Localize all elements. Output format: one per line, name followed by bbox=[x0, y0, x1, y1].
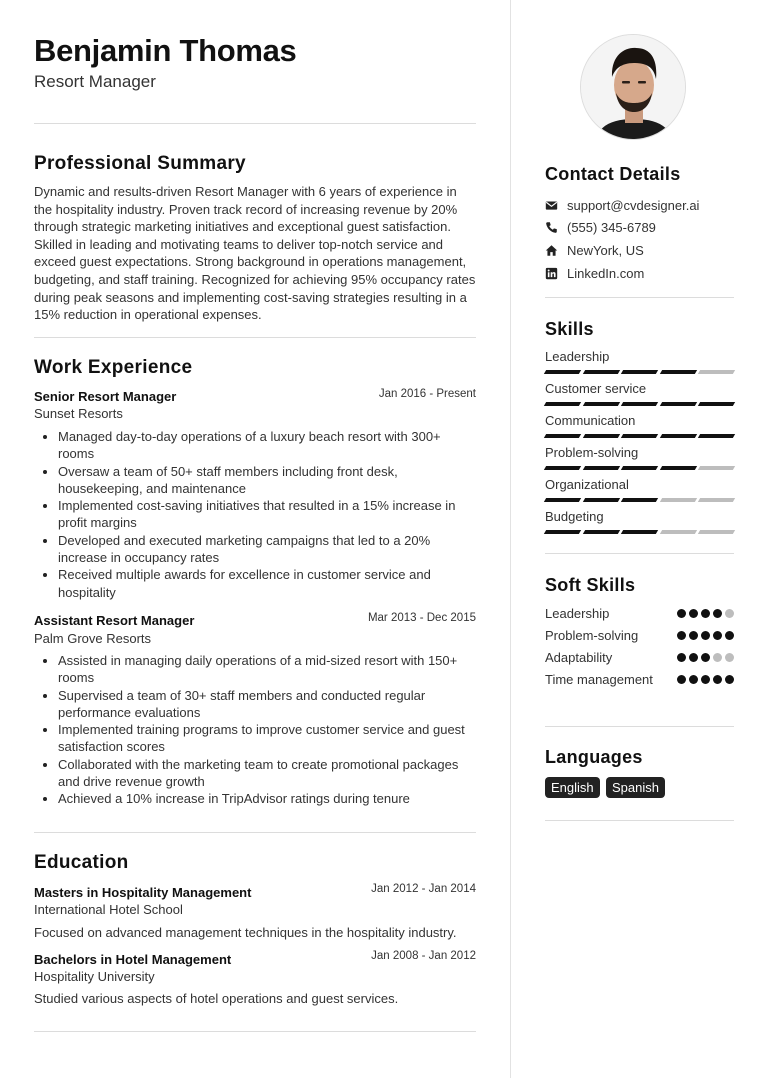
rating-dot-filled bbox=[689, 609, 698, 618]
rating-dot-filled bbox=[701, 631, 710, 640]
soft-skill-rating bbox=[677, 653, 734, 662]
skill-rating bbox=[545, 498, 734, 502]
envelope-icon bbox=[545, 199, 558, 212]
job-title: Assistant Resort Manager bbox=[34, 613, 195, 628]
skill-rating bbox=[545, 402, 734, 406]
rating-segment-empty bbox=[698, 466, 735, 470]
rating-segment-filled bbox=[582, 370, 619, 374]
phone-text: (555) 345-6789 bbox=[567, 220, 656, 235]
soft-skill-label: Adaptability bbox=[545, 650, 613, 665]
job-title: Senior Resort Manager bbox=[34, 389, 177, 404]
rating-segment-filled bbox=[621, 434, 658, 438]
skill-label: Organizational bbox=[545, 477, 629, 492]
language-tag: Spanish bbox=[606, 777, 665, 798]
job-bullets bbox=[34, 652, 476, 808]
soft-skills-heading: Soft Skills bbox=[545, 575, 636, 595]
rating-segment-filled bbox=[544, 434, 581, 438]
rating-dot-filled bbox=[725, 631, 734, 640]
education-heading: Education bbox=[34, 852, 129, 873]
rating-segment-filled bbox=[582, 434, 619, 438]
school-name: International Hotel School bbox=[34, 902, 183, 917]
contact-location bbox=[545, 243, 644, 258]
divider bbox=[545, 297, 734, 298]
rating-dot-filled bbox=[701, 609, 710, 618]
email-text: support@cvdesigner.ai bbox=[567, 198, 700, 213]
rating-dot-filled bbox=[677, 631, 686, 640]
skill-label: Communication bbox=[545, 413, 636, 428]
rating-segment-empty bbox=[660, 530, 697, 534]
rating-segment-empty bbox=[698, 530, 735, 534]
degree-date: Jan 2008 - Jan 2012 bbox=[371, 950, 476, 962]
school-name: Hospitality University bbox=[34, 969, 155, 984]
rating-dot-filled bbox=[689, 631, 698, 640]
rating-segment-filled bbox=[582, 466, 619, 470]
rating-segment-filled bbox=[698, 434, 735, 438]
skill-rating bbox=[545, 434, 734, 438]
rating-segment-filled bbox=[582, 530, 619, 534]
rating-dot-empty bbox=[725, 609, 734, 618]
rating-dot-filled bbox=[713, 675, 722, 684]
skill-label: Problem-solving bbox=[545, 445, 639, 460]
experience-heading: Work Experience bbox=[34, 357, 193, 378]
skill-label: Leadership bbox=[545, 349, 610, 364]
rating-segment-filled bbox=[544, 498, 581, 502]
degree-title: Masters in Hospitality Management bbox=[34, 885, 252, 900]
job-date: Mar 2013 - Dec 2015 bbox=[367, 612, 476, 624]
profile-photo bbox=[580, 34, 686, 140]
contact-linkedin[interactable] bbox=[545, 266, 644, 281]
job-bullets bbox=[34, 428, 476, 601]
rating-segment-filled bbox=[582, 402, 619, 406]
soft-skill-rating bbox=[677, 631, 734, 640]
skill-label: Customer service bbox=[545, 381, 647, 396]
rating-segment-filled bbox=[621, 530, 658, 534]
rating-segment-filled bbox=[660, 370, 697, 374]
rating-segment-filled bbox=[544, 466, 581, 470]
list-item: Developed and executed marketing campaigns that led to a 20% increase in occupancy rates bbox=[34, 532, 476, 567]
skill-label: Budgeting bbox=[545, 509, 604, 524]
divider bbox=[545, 820, 734, 821]
skill-rating bbox=[545, 466, 734, 470]
soft-skill-rating bbox=[677, 609, 734, 618]
rating-segment-filled bbox=[582, 498, 619, 502]
linkedin-icon bbox=[545, 267, 558, 280]
rating-dot-filled bbox=[701, 653, 710, 662]
rating-dot-filled bbox=[689, 675, 698, 684]
list-item: Oversaw a team of 50+ staff members including front desk, housekeeping, and maintenance bbox=[34, 463, 476, 498]
linkedin-text: LinkedIn.com bbox=[567, 266, 645, 281]
location-text: NewYork, US bbox=[567, 243, 644, 258]
languages-heading: Languages bbox=[545, 747, 643, 767]
rating-dot-empty bbox=[713, 653, 722, 662]
contact-phone[interactable] bbox=[545, 220, 656, 235]
soft-skill-rating bbox=[677, 675, 734, 684]
degree-description: Focused on advanced management techniques in the hospitality industry. bbox=[34, 925, 457, 940]
person-avatar-icon bbox=[581, 35, 686, 140]
rating-dot-filled bbox=[713, 631, 722, 640]
divider bbox=[34, 832, 476, 833]
soft-skill-label: Time management bbox=[545, 672, 653, 687]
home-icon bbox=[545, 244, 558, 257]
rating-dot-filled bbox=[677, 675, 686, 684]
phone-icon bbox=[545, 221, 558, 234]
divider bbox=[34, 123, 476, 124]
contact-heading: Contact Details bbox=[545, 164, 681, 184]
job-date: Jan 2016 - Present bbox=[378, 388, 476, 400]
job-company: Sunset Resorts bbox=[34, 406, 123, 421]
rating-segment-empty bbox=[660, 498, 697, 502]
summary-heading: Professional Summary bbox=[34, 153, 246, 174]
summary-text: Dynamic and results-driven Resort Manager with 6 years of experience in the hospitality industry. Proven track record of increasing revenue by 20% through strategic marketing initiatives and exceptional guest satisfaction. Skilled in leading and motivating teams to deliver top-notch service and exceed guest expectations. Strong background in operations management, budgeting, and staff training. Recognized for achieving 95% occupancy rates during peak seasons and implementing cost-saving strategies resulting in a 15% reduction in operational expenses. bbox=[34, 184, 476, 323]
column-divider bbox=[510, 0, 511, 1078]
rating-segment-filled bbox=[621, 466, 658, 470]
candidate-title: Resort Manager bbox=[34, 72, 156, 91]
list-item: Received multiple awards for excellence in customer service and hospitality bbox=[34, 566, 476, 601]
divider bbox=[545, 553, 734, 554]
language-tag: English bbox=[545, 777, 600, 798]
contact-email[interactable] bbox=[545, 198, 699, 213]
rating-segment-empty bbox=[698, 370, 735, 374]
rating-dot-filled bbox=[725, 675, 734, 684]
job-company: Palm Grove Resorts bbox=[34, 631, 152, 646]
list-item: Collaborated with the marketing team to create promotional packages and drive revenue growth bbox=[34, 756, 476, 791]
rating-dot-empty bbox=[725, 653, 734, 662]
rating-dot-filled bbox=[677, 609, 686, 618]
rating-segment-filled bbox=[621, 370, 658, 374]
degree-date: Jan 2012 - Jan 2014 bbox=[371, 883, 476, 895]
rating-segment-empty bbox=[698, 498, 735, 502]
list-item: Supervised a team of 30+ staff members and conducted regular performance evaluations bbox=[34, 687, 476, 722]
divider bbox=[34, 337, 476, 338]
candidate-name: Benjamin Thomas bbox=[34, 33, 297, 68]
list-item: Implemented cost-saving initiatives that resulted in a 15% increase in profit margins bbox=[34, 497, 476, 532]
list-item: Achieved a 10% increase in TripAdvisor ratings during tenure bbox=[34, 790, 476, 807]
degree-description: Studied various aspects of hotel operations and guest services. bbox=[34, 991, 399, 1006]
rating-segment-filled bbox=[621, 402, 658, 406]
rating-segment-filled bbox=[621, 498, 658, 502]
skills-heading: Skills bbox=[545, 319, 594, 339]
rating-segment-filled bbox=[544, 370, 581, 374]
rating-segment-filled bbox=[660, 402, 697, 406]
rating-segment-filled bbox=[544, 402, 581, 406]
rating-dot-filled bbox=[677, 653, 686, 662]
rating-dot-filled bbox=[713, 609, 722, 618]
rating-dot-filled bbox=[701, 675, 710, 684]
list-item: Assisted in managing daily operations of a mid-sized resort with 150+ rooms bbox=[34, 652, 476, 687]
degree-title: Bachelors in Hotel Management bbox=[34, 952, 232, 967]
divider bbox=[545, 726, 734, 727]
rating-segment-filled bbox=[698, 402, 735, 406]
rating-segment-filled bbox=[660, 466, 697, 470]
rating-dot-filled bbox=[689, 653, 698, 662]
skill-rating bbox=[545, 370, 734, 374]
divider bbox=[34, 1031, 476, 1032]
rating-segment-filled bbox=[660, 434, 697, 438]
skill-rating bbox=[545, 530, 734, 534]
rating-segment-filled bbox=[544, 530, 581, 534]
list-item: Implemented training programs to improve customer service and guest satisfaction scores bbox=[34, 721, 476, 756]
soft-skill-label: Leadership bbox=[545, 606, 610, 621]
soft-skill-label: Problem-solving bbox=[545, 628, 639, 643]
list-item: Managed day-to-day operations of a luxury beach resort with 300+ rooms bbox=[34, 428, 476, 463]
